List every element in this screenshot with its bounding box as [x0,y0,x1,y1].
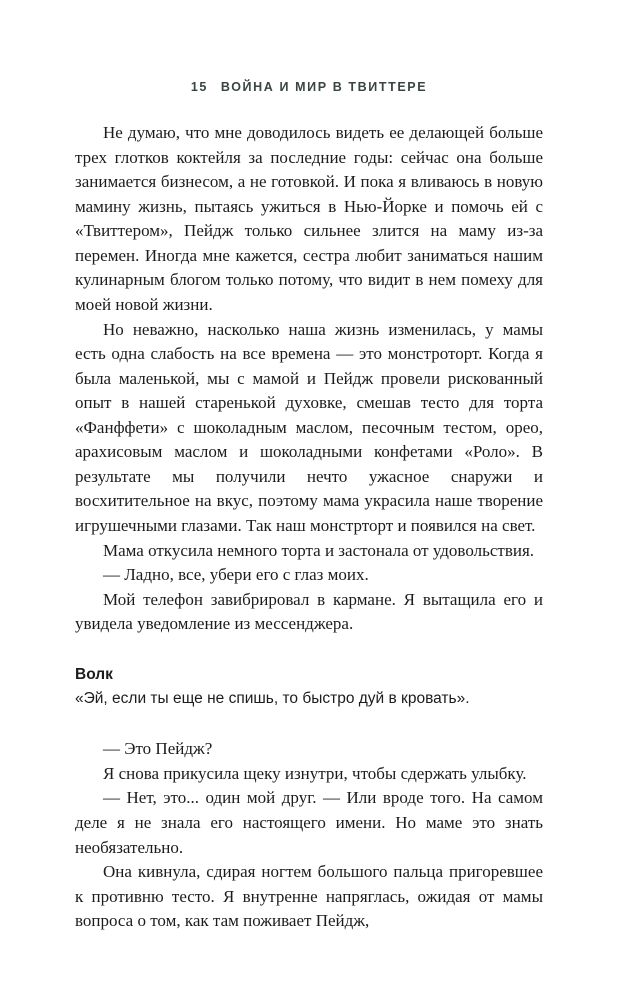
paragraph: Не думаю, что мне доводилось видеть ее делающей больше трех глотков коктейля за последние годы: сейчас она больше занимается бизнесом, а не готовкой. И пока я вливаюсь в новую мамину жизнь, пытаясь ужиться в Нью-Йорке и помочь ей с «Твиттером», Пейдж только сильнее злится на маму из-за перемен. Иногда мне кажется, сестра любит заниматься нашим кулинарным блогом только потому, что видит в нем помеху для моей новой жизни. [75,123,543,314]
dialogue-line: — Нет, это... один мой друг. — Или вроде того. На самом деле я не знала его настоящего имени. Но маме это знать необязательно. [75,788,543,857]
dialogue-line: — Это Пейдж? [103,739,213,759]
paragraph: Но неважно, насколько наша жизнь изменилась, у мамы есть одна слабость на все времена — это монстроторт. Когда я была маленькой, мы с мамой и Пейдж провели рискованный опыт в нашей старенькой духовке, смешав тесто для торта «Фанффети» с шоколадным маслом, песочным тестом, орео, арахисовым маслом и шоколадными конфетами «Роло». В результате мы получили нечто ужасное снаружи и восхитительное на вкус, поэтому мама украсила наше творение игрушечными глазами. Так наш монстрторт и появился на свет. [75,319,543,535]
text-block [75,121,543,934]
paragraph: Мама откусила немного торта и застонала от удовольствия. [103,540,535,560]
dialogue-line: — Ладно, все, убери его с глаз моих. [103,565,369,585]
paragraph: Она кивнула, сдирая ногтем большого пальца пригоревшее к противню тесто. Я внутренне напряглась, ожидая от мамы вопроса о том, как там поживает Пейдж, [75,862,543,931]
page-number: 15 [190,80,208,94]
paragraph: Мой телефон завибрировал в кармане. Я вытащила его и увидела уведомление из мессенджера. [75,589,543,634]
message-sender: Волк [75,665,113,683]
page-header [75,80,543,94]
message-block [75,663,543,711]
book-title: ВОЙНА И МИР В ТВИТТЕРЕ [220,80,428,94]
message-text: «Эй, если ты еще не спишь, то быстро дуй в кровать». [75,690,470,708]
paragraph: Я снова прикусила щеку изнутри, чтобы сдержать улыбку. [103,763,527,783]
